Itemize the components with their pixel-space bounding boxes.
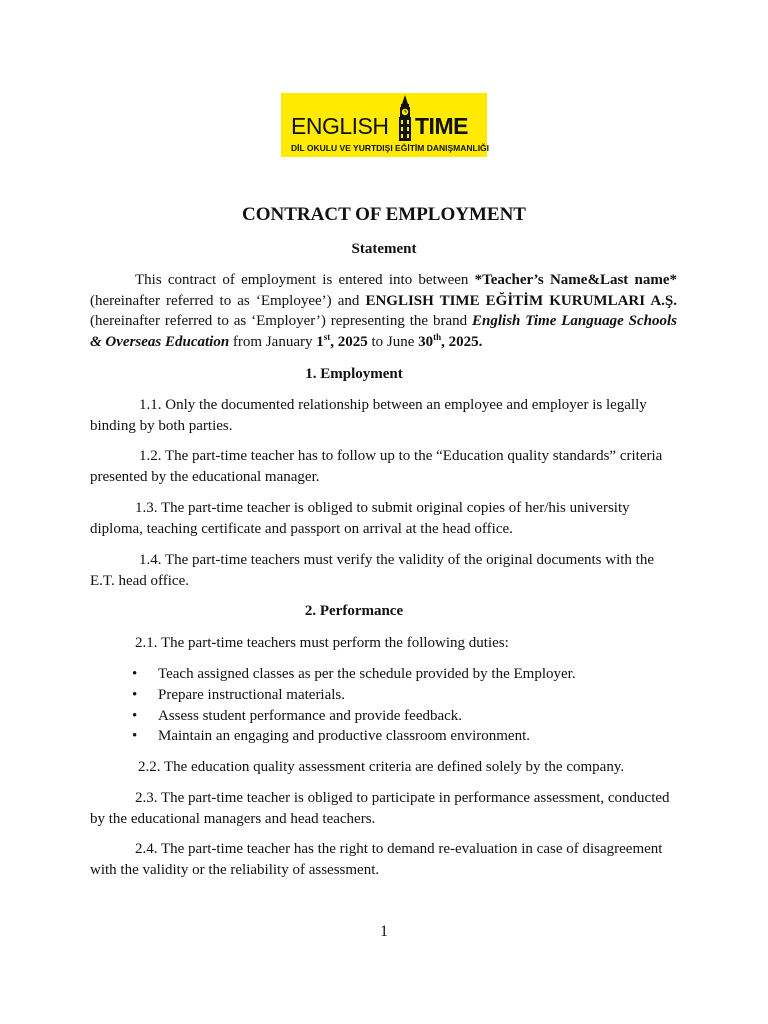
- bullet-icon: •: [132, 686, 138, 703]
- logo-word-english: ENGLISH: [291, 113, 389, 139]
- company-logo: [281, 93, 490, 157]
- statement-heading: Statement: [351, 241, 417, 257]
- clause-2-2: 2.2. The education quality assessment criteria are defined solely by the company.: [138, 759, 625, 775]
- brand-name: English Time Language Schools & Overseas Education: [90, 313, 678, 350]
- clause-1-2: 1.2. The part-time teacher has to follow up to the “Education quality standards” criteria presented by the educational manager.: [90, 448, 663, 485]
- clock-tower-icon: [396, 95, 414, 141]
- start-date: 1st, 2025: [316, 331, 368, 350]
- bullet-icon: •: [132, 707, 138, 724]
- clause-1-4: 1.4. The part-time teachers must verify the validity of the original documents with the E.T. head office.: [90, 552, 655, 589]
- document-title: CONTRACT OF EMPLOYMENT: [242, 204, 526, 225]
- duties-list: [90, 664, 677, 747]
- list-item: • Maintain an engaging and productive classroom environment.: [90, 726, 677, 747]
- list-item: • Prepare instructional materials.: [90, 685, 677, 706]
- logo-word-time: TIME: [415, 113, 468, 139]
- list-item: • Assess student performance and provide feedback.: [90, 706, 677, 727]
- end-date: 30th, 2025.: [418, 331, 483, 350]
- page-number: 1: [380, 923, 388, 940]
- company-name: ENGLISH TIME EĞİTİM KURUMLARI A.Ş.: [365, 292, 677, 309]
- clause-1-3: 1.3. The part-time teacher is obliged to submit original copies of her/his university diploma, teaching certificate and passport on arrival at the head office.: [90, 500, 630, 537]
- clause-2-3: 2.3. The part-time teacher is obliged to participate in performance assessment, conducted by the educational managers and head teachers.: [90, 790, 670, 827]
- clause-1-1: 1.1. Only the documented relationship between an employee and employer is legally binding by both parties.: [90, 397, 647, 434]
- section-2-heading: 2. Performance: [304, 603, 404, 619]
- bullet-icon: •: [132, 666, 138, 682]
- bullet-icon: •: [132, 728, 138, 745]
- list-item: • Teach assigned classes as per the schedule provided by the Employer.: [90, 664, 677, 685]
- section-1-heading: 1. Employment: [305, 366, 403, 382]
- clause-2-1: 2.1. The part-time teachers must perform the following duties:: [135, 635, 509, 651]
- logo-subtitle: DİL OKULU VE YURTDIŞI EĞİTİM DANIŞMANLIĞI: [291, 143, 490, 153]
- statement-paragraph: This contract of employment is entered into between *Teacher’s Name&Last name*(hereinafter referred to as ‘Employee’) and ENGLISH TIME EĞİTİM KURUMLARI A.Ş. (hereinafter referred to as ‘Employer’) representing the brand English Time Language Schools & Overseas Education from January 1st, 2025 to June 30th, 2025.: [90, 272, 678, 350]
- clause-2-4: 2.4. The part-time teacher has the right to demand re-evaluation in case of disagreement with the validity or the reliability of assessment.: [90, 841, 663, 878]
- teacher-name-placeholder: *Teacher’s Name&Last name*: [474, 272, 677, 288]
